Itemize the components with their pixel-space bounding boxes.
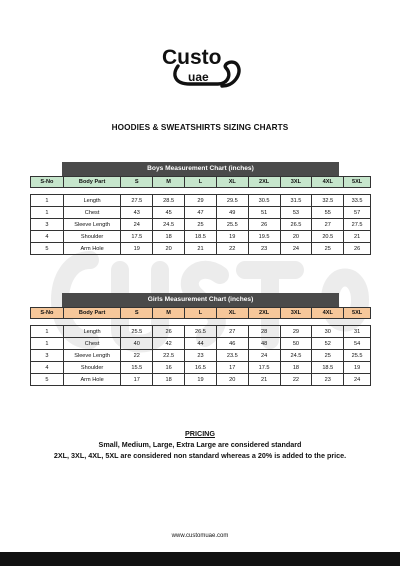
table-cell: Arm Hole bbox=[63, 374, 121, 386]
spacer-cell bbox=[31, 319, 371, 326]
table-cell: 18 bbox=[153, 374, 185, 386]
table-cell: 44 bbox=[185, 338, 217, 350]
girls-chart bbox=[30, 293, 371, 386]
boys-table-body bbox=[31, 188, 371, 255]
table-cell: 40 bbox=[121, 338, 153, 350]
footer-website-link[interactable]: www.customuae.com bbox=[171, 533, 229, 539]
table-cell: 17.5 bbox=[248, 362, 280, 374]
table-cell: 23 bbox=[248, 243, 280, 255]
table-cell: 24.5 bbox=[280, 350, 312, 362]
table-cell: 45 bbox=[153, 207, 185, 219]
table-cell: 30 bbox=[312, 326, 344, 338]
table-cell: 22.5 bbox=[153, 350, 185, 362]
table-cell: 18.5 bbox=[185, 231, 217, 243]
table-row bbox=[31, 207, 371, 219]
table-cell: 31 bbox=[344, 326, 371, 338]
boys-header-row bbox=[31, 177, 371, 188]
spacer-row bbox=[31, 319, 371, 326]
spacer-cell bbox=[31, 188, 371, 195]
table-cell: Length bbox=[63, 326, 121, 338]
column-header: XL bbox=[216, 308, 248, 319]
column-header: S-No bbox=[31, 308, 64, 319]
table-cell: 25.5 bbox=[344, 350, 371, 362]
table-cell: 16.5 bbox=[185, 362, 217, 374]
table-cell: 21 bbox=[185, 243, 217, 255]
table-cell: Arm Hole bbox=[63, 243, 121, 255]
table-row bbox=[31, 338, 371, 350]
table-cell: 19 bbox=[344, 362, 371, 374]
table-row bbox=[31, 231, 371, 243]
table-row bbox=[31, 362, 371, 374]
table-cell: 19 bbox=[121, 243, 153, 255]
table-row bbox=[31, 350, 371, 362]
column-header: XL bbox=[216, 177, 248, 188]
table-cell: Chest bbox=[63, 207, 121, 219]
table-cell: 26.5 bbox=[185, 326, 217, 338]
table-cell: 25.5 bbox=[121, 326, 153, 338]
column-header: S bbox=[121, 308, 153, 319]
svg-text:uae: uae bbox=[188, 70, 209, 84]
table-cell: 27.5 bbox=[344, 219, 371, 231]
table-cell: 26.5 bbox=[280, 219, 312, 231]
table-cell: 3 bbox=[31, 219, 64, 231]
spacer-row bbox=[31, 188, 371, 195]
table-cell: 29 bbox=[280, 326, 312, 338]
pricing-line-standard: Small, Medium, Large, Extra Large are considered standard bbox=[98, 440, 302, 449]
table-cell: 28 bbox=[248, 326, 280, 338]
table-cell: 22 bbox=[280, 374, 312, 386]
table-cell: 33.5 bbox=[344, 195, 371, 207]
column-header: Body Part bbox=[63, 308, 121, 319]
table-cell: 51 bbox=[248, 207, 280, 219]
table-cell: 27 bbox=[312, 219, 344, 231]
table-cell: 24 bbox=[344, 374, 371, 386]
pricing-heading: PRICING bbox=[185, 429, 215, 438]
girls-header-row bbox=[31, 308, 371, 319]
table-cell: 19 bbox=[185, 374, 217, 386]
table-cell: 27.5 bbox=[121, 195, 153, 207]
column-header: S-No bbox=[31, 177, 64, 188]
column-header: 2XL bbox=[248, 308, 280, 319]
column-header: Body Part bbox=[63, 177, 121, 188]
table-cell: 20 bbox=[153, 243, 185, 255]
column-header: 5XL bbox=[344, 177, 371, 188]
column-header: 3XL bbox=[280, 308, 312, 319]
girls-chart-title: Girls Measurement Chart (inches) bbox=[62, 293, 339, 307]
table-cell: 52 bbox=[312, 338, 344, 350]
column-header: 2XL bbox=[248, 177, 280, 188]
table-cell: 5 bbox=[31, 374, 64, 386]
table-cell: 25.5 bbox=[216, 219, 248, 231]
table-cell: 29 bbox=[185, 195, 217, 207]
table-cell: 16 bbox=[153, 362, 185, 374]
table-cell: 22 bbox=[121, 350, 153, 362]
table-cell: 23 bbox=[312, 374, 344, 386]
table-cell: 20.5 bbox=[312, 231, 344, 243]
table-cell: 53 bbox=[280, 207, 312, 219]
table-cell: 23.5 bbox=[216, 350, 248, 362]
table-cell: 30.5 bbox=[248, 195, 280, 207]
table-cell: 1 bbox=[31, 326, 64, 338]
table-cell: 55 bbox=[312, 207, 344, 219]
table-cell: 25 bbox=[185, 219, 217, 231]
table-cell: 3 bbox=[31, 350, 64, 362]
table-cell: 28.5 bbox=[153, 195, 185, 207]
table-cell: 57 bbox=[344, 207, 371, 219]
table-cell: 1 bbox=[31, 338, 64, 350]
table-row bbox=[31, 195, 371, 207]
table-cell: 20 bbox=[216, 374, 248, 386]
table-cell: 22 bbox=[216, 243, 248, 255]
svg-text:Custo: Custo bbox=[162, 46, 222, 69]
table-cell: Shoulder bbox=[63, 362, 121, 374]
table-cell: 15.5 bbox=[121, 362, 153, 374]
column-header: S bbox=[121, 177, 153, 188]
boys-size-table bbox=[30, 176, 371, 255]
table-cell: 26 bbox=[248, 219, 280, 231]
column-header: 5XL bbox=[344, 308, 371, 319]
table-cell: 1 bbox=[31, 195, 64, 207]
table-row bbox=[31, 243, 371, 255]
table-cell: 48 bbox=[248, 338, 280, 350]
table-cell: 24 bbox=[280, 243, 312, 255]
table-cell: 4 bbox=[31, 231, 64, 243]
table-cell: Shoulder bbox=[63, 231, 121, 243]
table-cell: 1 bbox=[31, 207, 64, 219]
table-cell: 24 bbox=[121, 219, 153, 231]
column-header: 4XL bbox=[312, 308, 344, 319]
column-header: L bbox=[185, 308, 217, 319]
table-cell: 54 bbox=[344, 338, 371, 350]
table-cell: 24 bbox=[248, 350, 280, 362]
table-cell: 25 bbox=[312, 350, 344, 362]
table-cell: 26 bbox=[344, 243, 371, 255]
table-cell: 24.5 bbox=[153, 219, 185, 231]
column-header: M bbox=[153, 177, 185, 188]
table-cell: 21 bbox=[344, 231, 371, 243]
table-row bbox=[31, 326, 371, 338]
table-cell: 23 bbox=[185, 350, 217, 362]
footer-bar bbox=[0, 552, 400, 566]
table-cell: 17 bbox=[121, 374, 153, 386]
table-cell: 19 bbox=[216, 231, 248, 243]
table-cell: 21 bbox=[248, 374, 280, 386]
boys-chart bbox=[30, 162, 371, 255]
table-cell: 31.5 bbox=[280, 195, 312, 207]
table-cell: 29.5 bbox=[216, 195, 248, 207]
table-cell: 27 bbox=[216, 326, 248, 338]
girls-size-table bbox=[30, 307, 371, 386]
column-header: 3XL bbox=[280, 177, 312, 188]
table-cell: 25 bbox=[312, 243, 344, 255]
table-cell: 19.5 bbox=[248, 231, 280, 243]
table-cell: 26 bbox=[153, 326, 185, 338]
column-header: M bbox=[153, 308, 185, 319]
table-cell: Length bbox=[63, 195, 121, 207]
brand-logo bbox=[160, 40, 242, 88]
table-cell: 17.5 bbox=[121, 231, 153, 243]
boys-chart-title: Boys Measurement Chart (inches) bbox=[62, 162, 339, 176]
table-cell: 42 bbox=[153, 338, 185, 350]
table-row bbox=[31, 219, 371, 231]
table-row bbox=[31, 374, 371, 386]
table-cell: 32.5 bbox=[312, 195, 344, 207]
table-cell: 46 bbox=[216, 338, 248, 350]
table-cell: 5 bbox=[31, 243, 64, 255]
table-cell: Sleeve Length bbox=[63, 219, 121, 231]
table-cell: 17 bbox=[216, 362, 248, 374]
table-cell: 43 bbox=[121, 207, 153, 219]
column-header: 4XL bbox=[312, 177, 344, 188]
girls-table-body bbox=[31, 319, 371, 386]
table-cell: 20 bbox=[280, 231, 312, 243]
table-cell: 4 bbox=[31, 362, 64, 374]
table-cell: 18 bbox=[280, 362, 312, 374]
column-header: L bbox=[185, 177, 217, 188]
table-cell: 47 bbox=[185, 207, 217, 219]
table-cell: 18.5 bbox=[312, 362, 344, 374]
table-cell: 49 bbox=[216, 207, 248, 219]
table-cell: Sleeve Length bbox=[63, 350, 121, 362]
table-cell: 50 bbox=[280, 338, 312, 350]
document-title: HOODIES & SWEATSHIRTS SIZING CHARTS bbox=[111, 123, 289, 132]
pricing-section bbox=[0, 428, 400, 461]
table-cell: 18 bbox=[153, 231, 185, 243]
table-cell: Chest bbox=[63, 338, 121, 350]
pricing-line-non-standard: 2XL, 3XL, 4XL, 5XL are considered non standard whereas a 20% is added to the price. bbox=[53, 451, 347, 460]
